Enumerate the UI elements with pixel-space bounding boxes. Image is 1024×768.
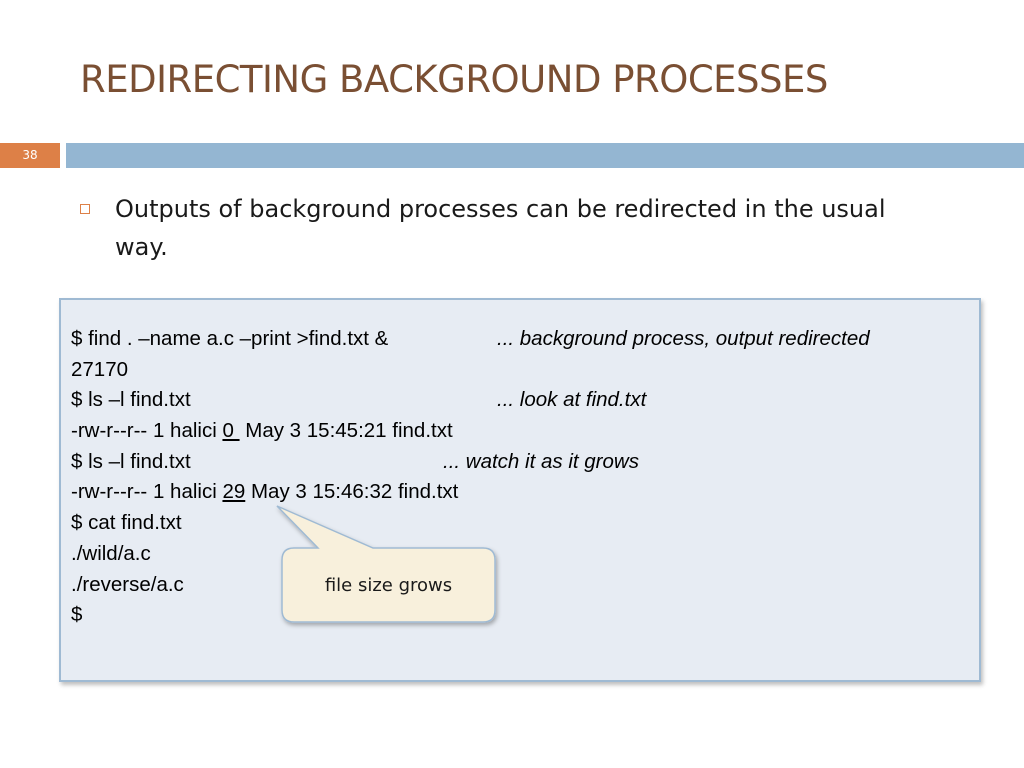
code-line-3: $ ls –l find.txt (71, 388, 191, 411)
code-line-4-prefix: -rw-r--r-- 1 halici (71, 419, 223, 442)
slide-title: REDIRECTING BACKGROUND PROCESSES (80, 58, 828, 101)
code-line-8: ./wild/a.c (71, 542, 151, 565)
code-line-6-prefix: -rw-r--r-- 1 halici (71, 480, 223, 503)
file-size-value-1: 0 (222, 419, 240, 442)
code-comment-5: ... watch it as it grows (443, 450, 639, 473)
code-line-4-suffix: May 3 15:45:21 find.txt (239, 419, 453, 442)
code-line-2: 27170 (71, 358, 129, 381)
code-line-7: $ cat find.txt (71, 511, 182, 534)
bullet-text: Outputs of background processes can be redirected in the usual way. (115, 195, 886, 261)
slide-number: 38 (0, 143, 60, 168)
code-comment-3: ... look at find.txt (497, 388, 647, 411)
code-line-5: $ ls –l find.txt (71, 450, 191, 473)
code-line-9: ./reverse/a.c (71, 573, 184, 596)
code-line-1: $ find . –name a.c –print >find.txt & (71, 327, 389, 350)
code-line-10: $ (71, 603, 83, 626)
code-line-6-suffix: May 3 15:46:32 find.txt (245, 480, 459, 503)
code-comment-1: ... background process, output redirected (497, 327, 870, 350)
callout-text: file size grows (324, 574, 453, 596)
file-size-value-2: 29 (222, 480, 246, 503)
